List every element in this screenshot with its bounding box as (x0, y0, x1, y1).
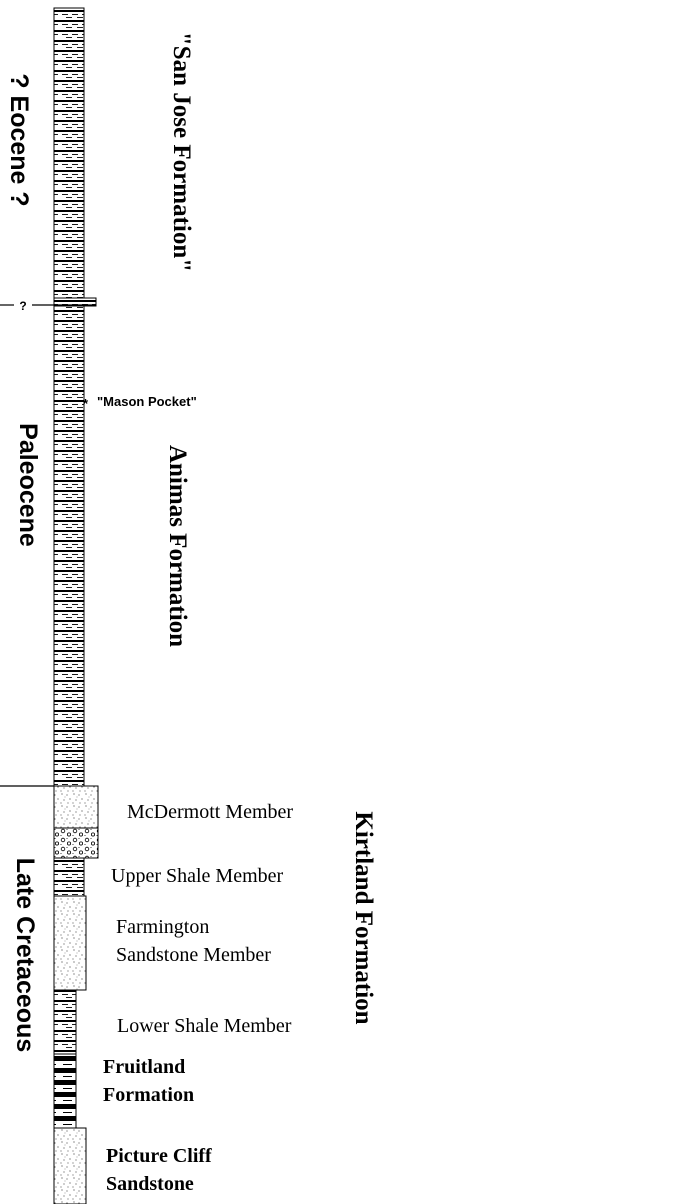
epoch-label-late-cretaceous: Late Cretaceous (11, 857, 39, 1053)
unit-label-picture-cliff-line2: Sandstone (106, 1173, 194, 1195)
mason-pocket-asterisk: * (83, 396, 89, 411)
column-upper-shale (54, 858, 84, 896)
epoch-label-paleocene: Paleocene (14, 423, 42, 547)
column-mcdermott-sandstone (54, 786, 98, 828)
unit-label-picture-cliff-line1: Picture Cliff (106, 1145, 212, 1167)
column-lower-shale (54, 990, 76, 1054)
epoch-label-eocene: ? Eocene ? (5, 73, 33, 207)
formation-label-san-jose: "San Jose Formation" (168, 31, 195, 273)
column-mcdermott-conglomerate (54, 828, 98, 858)
mason-pocket-label: "Mason Pocket" (97, 394, 197, 409)
column-fruitland (54, 1054, 76, 1128)
member-label-lower-shale: Lower Shale Member (117, 1015, 292, 1037)
boundary-question-mark: ? (19, 299, 27, 313)
column-shale-upper (54, 8, 84, 786)
member-label-mcdermott: McDermott Member (127, 801, 294, 823)
unit-label-fruitland-line2: Formation (103, 1084, 195, 1106)
unit-label-fruitland-line1: Fruitland (103, 1056, 186, 1078)
member-label-upper-shale: Upper Shale Member (111, 865, 284, 887)
member-label-farmington-line2: Sandstone Member (116, 944, 271, 966)
column-farmington-sandstone (54, 896, 86, 990)
formation-label-animas: Animas Formation (164, 444, 191, 648)
formation-label-kirtland: Kirtland Formation (350, 811, 377, 1025)
member-label-farmington-line1: Farmington (116, 916, 210, 938)
column-picture-cliff (54, 1128, 86, 1204)
